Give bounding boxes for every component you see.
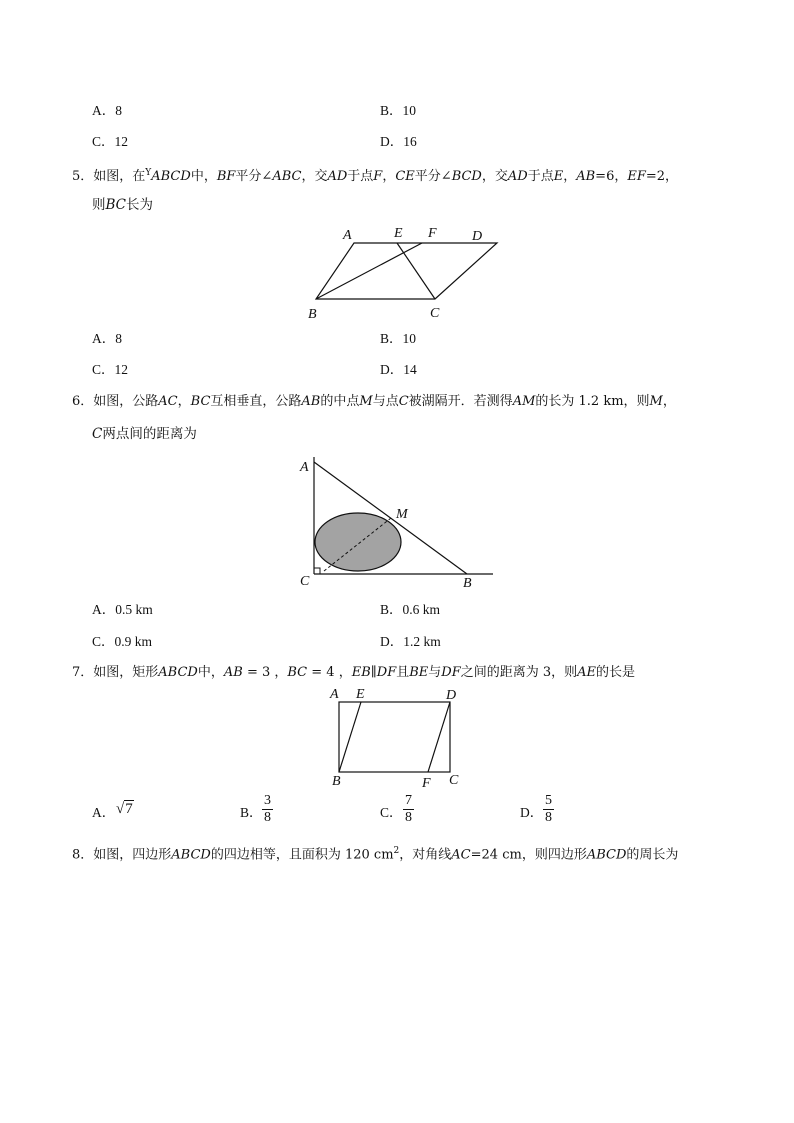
q7-option-d-letter: D． (520, 805, 544, 820)
label-c: C (449, 773, 459, 788)
q6-option-c: C．0.9 km (92, 634, 153, 649)
label-b: B (463, 576, 472, 590)
segment-ce (397, 243, 435, 299)
q6-option-d: D．1.2 km (380, 634, 441, 649)
q6-option-a: A．0.5 km (92, 602, 153, 617)
q5-stem-line2: 则BC长为 (92, 197, 154, 213)
label-c: C (300, 574, 310, 589)
segment-be (339, 702, 361, 772)
label-e: E (356, 687, 365, 702)
label-f: F (428, 226, 437, 241)
q5-option-b: B．10 (380, 331, 417, 346)
label-d: D (472, 229, 483, 244)
q4-option-d: D．16 (380, 134, 417, 149)
q6-option-b: B．0.6 km (380, 602, 441, 617)
q7-option-c-letter: C． (380, 805, 403, 820)
q4-option-a: A．8 (92, 103, 122, 118)
label-c: C (430, 306, 440, 321)
label-a: A (343, 228, 352, 243)
q6-lake-figure (295, 455, 500, 590)
q5-stem-line1: 5．如图，在$^Y$ABCD中，BF平分∠ABC，交AD于点F，CE平分∠BCD，交AD于点E，AB=6，EF=2， (72, 168, 679, 184)
label-m: M (396, 507, 408, 522)
q4-option-c: C．12 (92, 134, 129, 149)
q7-option-b-fraction: $\frac{3}{8}$ (264, 793, 271, 825)
q6-stem-line1: 6．如图，公路AC，BC互相垂直，公路AB的中点M与点C被湖隔开．若测得AM的长为 1.2 km，则M， (72, 394, 676, 409)
segment-bf (316, 243, 422, 299)
label-f: F (422, 776, 431, 790)
q8-stem-line1: 8．如图，四边形ABCD的四边相等，且面积为 120 $cm^2$，对角线AC=24 cm，则四边形ABCD的周长为 (72, 846, 679, 863)
label-b: B (308, 307, 317, 322)
q5-option-a: A．8 (92, 331, 122, 346)
q4-option-b: B．10 (380, 103, 417, 118)
label-a: A (330, 687, 339, 702)
label-d: D (446, 688, 457, 703)
label-b: B (332, 774, 341, 789)
q7-option-a-letter: A． (92, 805, 116, 820)
q7-option-b-letter: B． (240, 805, 263, 820)
right-angle-mark (314, 568, 320, 574)
q7-rectangle-figure (325, 684, 470, 790)
q6-stem-line2: C两点间的距离为 (92, 426, 197, 442)
q7-option-d-fraction: $\frac{5}{8}$ (545, 793, 552, 825)
q7-stem-line1: 7．如图，矩形ABCD中，AB = 3 ，BC = 4 ，EB∥DF且BE与DF之间的距离为 3，则AE的长是 (72, 665, 636, 680)
q5-option-d: D．14 (380, 362, 417, 377)
q7-option-a-sqrt: √7 (116, 801, 133, 817)
q5-parallelogram-figure (300, 222, 500, 322)
rectangle-abcd (339, 702, 450, 772)
lake-ellipse (315, 513, 401, 571)
segment-df (428, 702, 450, 772)
label-e: E (394, 226, 403, 241)
label-a: A (300, 460, 309, 475)
q7-option-c-fraction: $\frac{7}{8}$ (405, 793, 412, 825)
q5-option-c: C．12 (92, 362, 129, 377)
